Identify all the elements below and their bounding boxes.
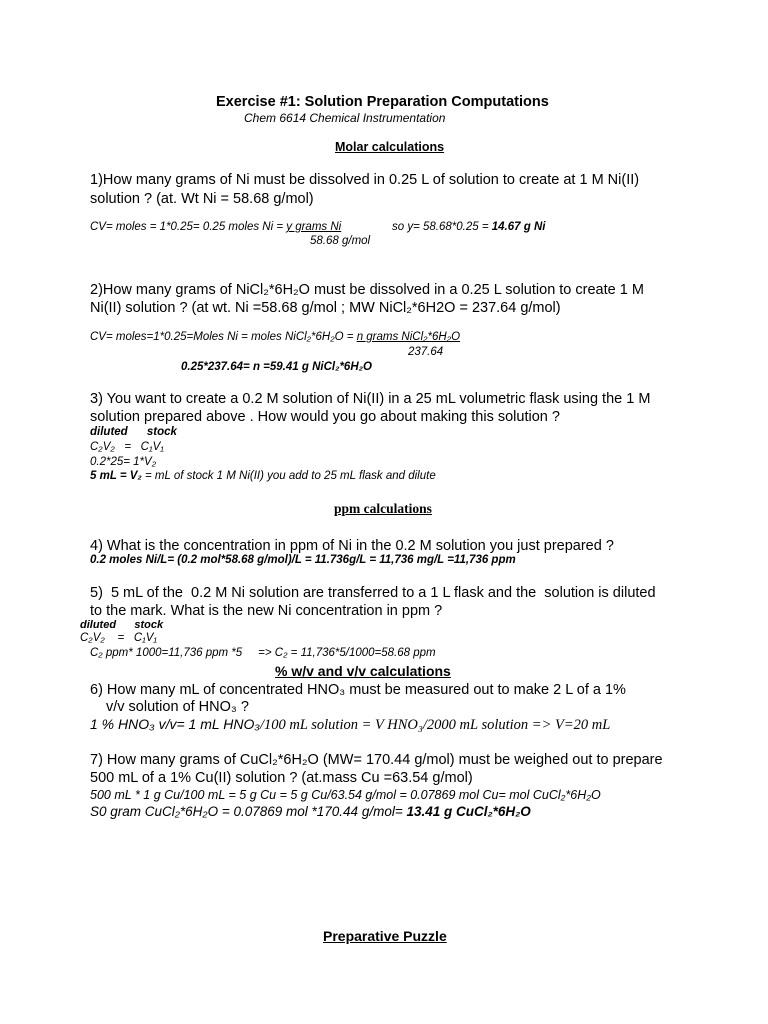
question-7-line-1: 7) How many grams of CuCl₂*6H₂O (MW= 170.44 g/mol) must be weighed out to prepare bbox=[90, 752, 663, 768]
answer-1-fraction-numerator: y grams Ni bbox=[286, 221, 342, 233]
answer-5-equation-2: C₂ ppm* 1000=11,736 ppm *5 => C₂ = 11,736*5/1000=58.68 ppm bbox=[90, 647, 436, 659]
answer-2 bbox=[90, 331, 460, 343]
section-heading-ppm: ppm calculations bbox=[334, 501, 432, 516]
answer-6 bbox=[90, 716, 610, 734]
answer-7-line-1: 500 mL * 1 g Cu/100 mL = 5 g Cu = 5 g Cu/63.54 g/mol = 0.07869 mol Cu= mol CuCl₂*6H₂O bbox=[90, 788, 601, 802]
course-subtitle: Chem 6614 Chemical Instrumentation bbox=[244, 111, 446, 125]
section-heading-molar: Molar calculations bbox=[335, 140, 445, 154]
question-5-line-1: 5) 5 mL of the 0.2 M Ni solution are transferred to a 1 L flask and the solution is diluted bbox=[90, 585, 656, 601]
answer-2-prefix: CV= moles=1*0.25=Moles Ni = moles NiCl₂*6H₂O = bbox=[90, 331, 357, 343]
answer-7-line-2 bbox=[90, 804, 531, 819]
answer-7-result: 13.41 g CuCl₂*6H₂O bbox=[406, 804, 531, 819]
answer-2-result: 0.25*237.64= n =59.41 g NiCl₂*6H₂O bbox=[181, 361, 372, 373]
page-title: Exercise #1: Solution Preparation Computations bbox=[216, 94, 549, 110]
answer-3-result: 5 mL = V₂ bbox=[90, 470, 142, 482]
answer-3-equation-1: C₂V₂ = C₁V₁ bbox=[90, 441, 164, 453]
answer-5-equation-1: C₂V₂ = C₁V₁ bbox=[80, 632, 158, 644]
question-1: 1)How many grams of Ni must be dissolved in 0.25 L of solution to create at 1 M Ni(II) solution ? (at. Wt Ni = 58.68 g/mol) bbox=[90, 172, 640, 207]
answer-2-fraction-denominator: 237.64 bbox=[408, 346, 444, 358]
answer-2-fraction-numerator: n grams NiCl₂*6H₂O bbox=[356, 331, 461, 343]
answer-7-text: S0 gram CuCl₂*6H₂O = 0.07869 mol *170.44 g/mol= bbox=[90, 804, 407, 819]
question-6-line-2: v/v solution of HNO₃ ? bbox=[106, 699, 249, 715]
question-4: 4) What is the concentration in ppm of Ni in the 0.2 M solution you just prepared ? bbox=[90, 538, 614, 554]
answer-1-prefix: CV= moles = 1*0.25= 0.25 moles Ni = bbox=[90, 221, 287, 233]
question-3-line-2: solution prepared above . How would you go about making this solution ? bbox=[90, 409, 560, 425]
question-6-line-1: 6) How many mL of concentrated HNO₃ must be measured out to make 2 L of a 1% bbox=[90, 682, 626, 698]
answer-6-part-a: 1 % HNO₃ v/v= 1 mL HNO₃ bbox=[90, 716, 260, 732]
answer-1-solution bbox=[392, 221, 545, 233]
question-5-line-2: to the mark. What is the new Ni concentration in ppm ? bbox=[90, 603, 443, 619]
answer-3-equation-2: 0.2*25= 1*V₂ bbox=[90, 456, 157, 468]
question-3-line-1: 3) You want to create a 0.2 M solution of Ni(II) in a 25 mL volumetric flask using the 1 M bbox=[90, 391, 651, 407]
answer-1 bbox=[90, 221, 341, 233]
answer-3-equation-3 bbox=[90, 470, 436, 482]
answer-4: 0.2 moles Ni/L= (0.2 mol*58.68 g/mol)/L = 11.736g/L = 11,736 mg/L =11,736 ppm bbox=[90, 554, 516, 566]
answer-1-solution-text: so y= 58.68*0.25 = bbox=[392, 221, 492, 233]
answer-1-result: 14.67 g Ni bbox=[491, 221, 546, 233]
answer-5-labels: diluted stock bbox=[80, 619, 164, 631]
question-7-line-2: 500 mL of a 1% Cu(II) solution ? (at.mass Cu =63.54 g/mol) bbox=[90, 770, 473, 786]
question-2-line-2: Ni(II) solution ? (at wt. Ni =58.68 g/mol ; MW NiCl₂*6H2O = 237.64 g/mol) bbox=[90, 300, 561, 316]
answer-1-fraction-denominator: 58.68 g/mol bbox=[310, 235, 371, 247]
answer-3-labels: diluted stock bbox=[90, 426, 177, 438]
section-heading-wv: % w/v and v/v calculations bbox=[275, 663, 451, 679]
question-2-line-1: 2)How many grams of NiCl₂*6H₂O must be dissolved in a 0.25 L solution to create 1 M bbox=[90, 282, 644, 298]
answer-3-explanation: = mL of stock 1 M Ni(II) you add to 25 mL flask and dilute bbox=[141, 470, 436, 482]
section-heading-puzzle: Preparative Puzzle bbox=[323, 928, 447, 944]
answer-6-part-b: /100 mL solution = V HNO₃/2000 mL solution => V=20 mL bbox=[259, 717, 611, 733]
